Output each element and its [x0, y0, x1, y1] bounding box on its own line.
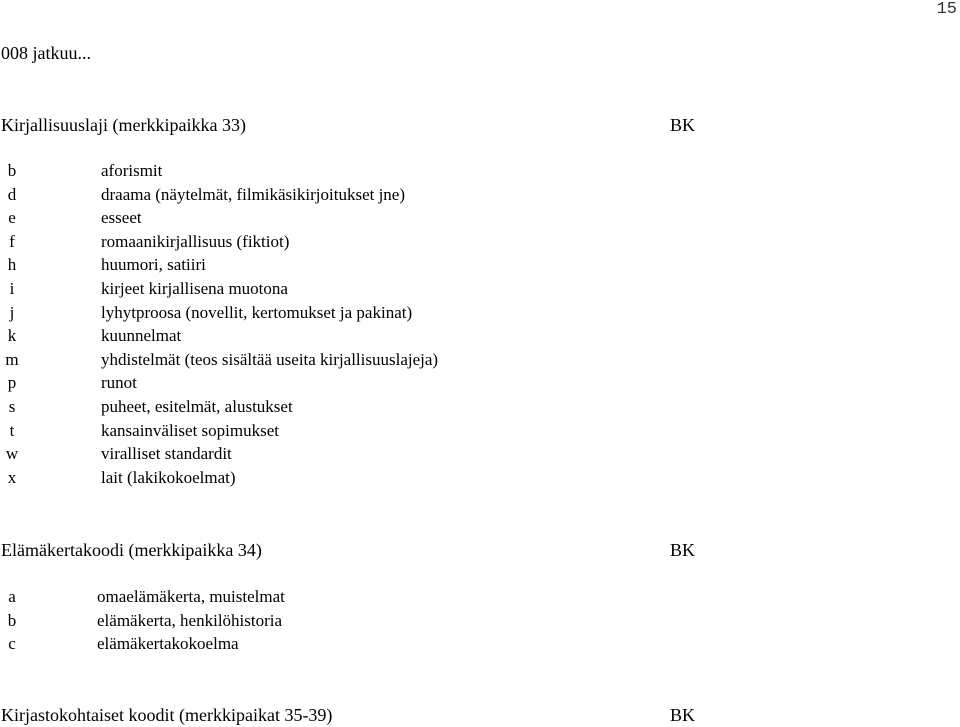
code-description: huumori, satiiri	[101, 255, 206, 275]
code-description: kuunnelmat	[101, 326, 182, 346]
code-letter: b	[7, 610, 17, 630]
code-letter: d	[7, 184, 17, 204]
code-letter: a	[8, 587, 16, 606]
code-letter: e	[8, 208, 16, 228]
code-letter: x	[7, 467, 17, 487]
code-letter: w	[5, 444, 19, 464]
code-letter: f	[9, 231, 15, 251]
code-letter: c	[8, 634, 16, 654]
page-number: 15	[936, 0, 957, 19]
code-letter: h	[7, 255, 17, 275]
format-tag: BK	[670, 115, 696, 135]
code-description: aforismit	[101, 161, 163, 180]
section-title: Kirjallisuuslaji (merkkipaikka 33)	[1, 115, 246, 135]
code-description: kirjeet kirjallisena muotona	[101, 278, 288, 298]
code-description: viralliset standardit	[101, 444, 232, 464]
code-description: esseet	[101, 208, 142, 228]
code-description: lyhytproosa (novellit, kertomukset ja pakinat)	[101, 302, 413, 322]
code-description: puheet, esitelmät, alustukset	[101, 396, 293, 416]
code-letter: p	[7, 373, 17, 393]
format-tag: BK	[670, 540, 696, 560]
code-description: yhdistelmät (teos sisältää useita kirjallisuuslajeja)	[101, 349, 439, 369]
continuation-note: 008 jatkuu...	[1, 43, 91, 63]
section-title: Elämäkertakoodi (merkkipaikka 34)	[1, 540, 262, 560]
code-description: lait (lakikokoelmat)	[101, 467, 236, 487]
format-tag: BK	[670, 705, 696, 725]
code-letter: s	[8, 396, 16, 416]
code-description: elämäkertakokoelma	[97, 634, 239, 654]
section-heading-library-specific-codes	[1, 705, 701, 726]
section-heading-biography-code	[1, 540, 701, 561]
code-letter: t	[9, 420, 15, 440]
code-letter: m	[5, 349, 19, 369]
code-description: omaelämäkerta, muistelmat	[97, 587, 285, 606]
code-description: runot	[101, 373, 137, 393]
code-letter: j	[9, 302, 15, 322]
section-heading-literary-form	[1, 115, 701, 136]
code-letter: k	[7, 326, 17, 346]
code-letter: i	[9, 278, 15, 298]
code-description: kansainväliset sopimukset	[101, 420, 280, 440]
code-description: draama (näytelmät, filmikäsikirjoitukset jne)	[101, 184, 406, 204]
code-description: elämäkerta, henkilöhistoria	[97, 610, 283, 630]
section-title: Kirjastokohtaiset koodit (merkkipaikat 35-39)	[1, 705, 333, 725]
code-description: romaanikirjallisuus (fiktiot)	[101, 231, 290, 251]
code-letter: b	[7, 161, 17, 180]
